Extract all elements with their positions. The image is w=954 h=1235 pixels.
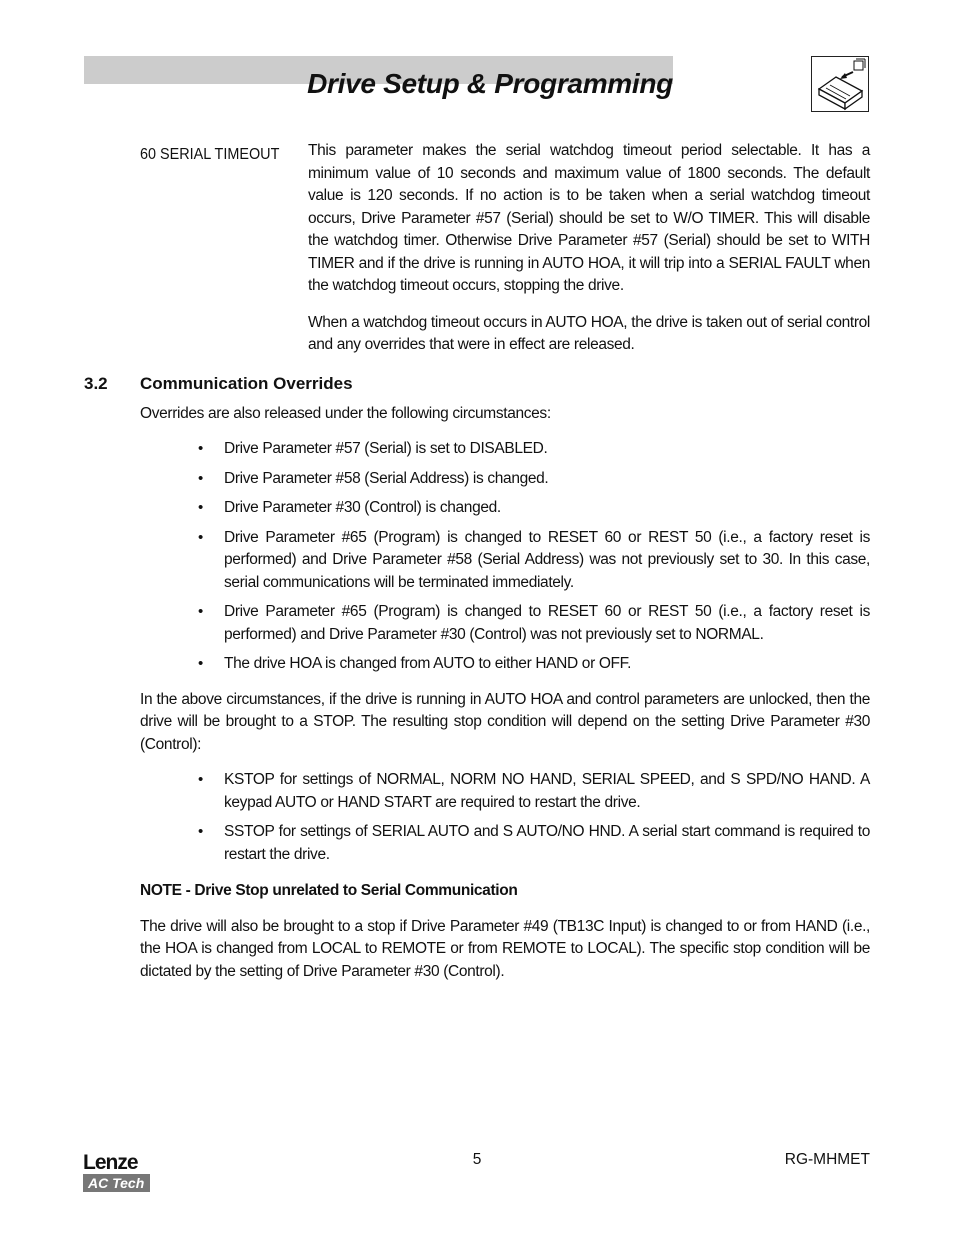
page-title: Drive Setup & Programming	[307, 68, 673, 99]
list-item: • Drive Parameter #30 (Control) is changed.	[224, 497, 870, 520]
logo-subtext: AC Tech	[88, 1175, 145, 1191]
section-title: Communication Overrides	[140, 373, 353, 393]
override-conditions-list	[140, 438, 870, 676]
list-item: • The drive HOA is changed from AUTO to either HAND or OFF.	[224, 653, 870, 676]
list-item: • Drive Parameter #58 (Serial Address) is changed.	[224, 468, 870, 491]
parameter-label: 60 SERIAL TIMEOUT	[140, 146, 280, 163]
section-heading	[84, 372, 870, 396]
list-item: • SSTOP for settings of SERIAL AUTO and S AUTO/NO HND. A serial start command is required to restart the drive.	[224, 821, 870, 866]
note-heading: NOTE - Drive Stop unrelated to Serial Communication	[140, 882, 518, 899]
section-intro: Overrides are also released under the following circumstances:	[140, 404, 551, 422]
keypad-programming-icon	[811, 56, 869, 112]
list-item: • Drive Parameter #57 (Serial) is set to DISABLED.	[224, 438, 870, 461]
logo-wordmark: Lenze	[83, 1151, 138, 1174]
parameter-paragraph: This parameter makes the serial watchdog timeout period selectable. It has a minimum value of 10 seconds and maximum value of 1800 seconds. The default value is 120 seconds. If no action is to be taken when a serial watchdog timeout occurs, Drive Parameter #57 (Serial) should be set to W/O TIMER. This will disable the watchdog timer. Otherwise Drive Parameter #57 (Serial) should be set to WITH TIMER and if the drive is running in AUTO HOA, it will trip into a SERIAL FAULT when the watchdog timeout occurs, stopping the drive.	[308, 142, 870, 294]
list-item: • Drive Parameter #65 (Program) is changed to RESET 60 or REST 50 (i.e., a factory reset is performed) and Drive Parameter #58 (Serial Address) was not previously set to 30. In this case, serial communications will be terminated immediately.	[224, 527, 870, 595]
parameter-entry	[140, 140, 870, 357]
page-content	[84, 136, 870, 983]
section-number: 3.2	[84, 373, 108, 393]
list-item: • Drive Parameter #65 (Program) is changed to RESET 60 or REST 50 (i.e., a factory reset is performed) and Drive Parameter #30 (Control) was not previously set to NORMAL.	[224, 601, 870, 646]
list-item: • KSTOP for settings of NORMAL, NORM NO HAND, SERIAL SPEED, and S SPD/NO HAND. A keypad AUTO or HAND START are required to restart the drive.	[224, 769, 870, 814]
parameter-description	[308, 140, 870, 357]
stop-conditions-list	[140, 769, 870, 866]
lenze-ac-tech-logo	[83, 1150, 151, 1194]
note-paragraph: The drive will also be brought to a stop if Drive Parameter #49 (TB13C Input) is changed to or from HAND (i.e., the HOA is changed from LOCAL to REMOTE or from REMOTE to LOCAL). The specific stop condition will be dictated by the setting of Drive Parameter #30 (Control).	[140, 917, 870, 980]
parameter-paragraph: When a watchdog timeout occurs in AUTO HOA, the drive is taken out of serial control and any overrides that were in effect are released.	[308, 313, 870, 353]
page-number: 5	[472, 1151, 482, 1168]
body-paragraph: In the above circumstances, if the drive is running in AUTO HOA and control parameters are unlocked, then the drive will be brought to a STOP. The resulting stop condition will depend on the setting Drive Parameter #30 (Control):	[140, 690, 870, 753]
document-id: RG-MHMET	[784, 1151, 870, 1168]
